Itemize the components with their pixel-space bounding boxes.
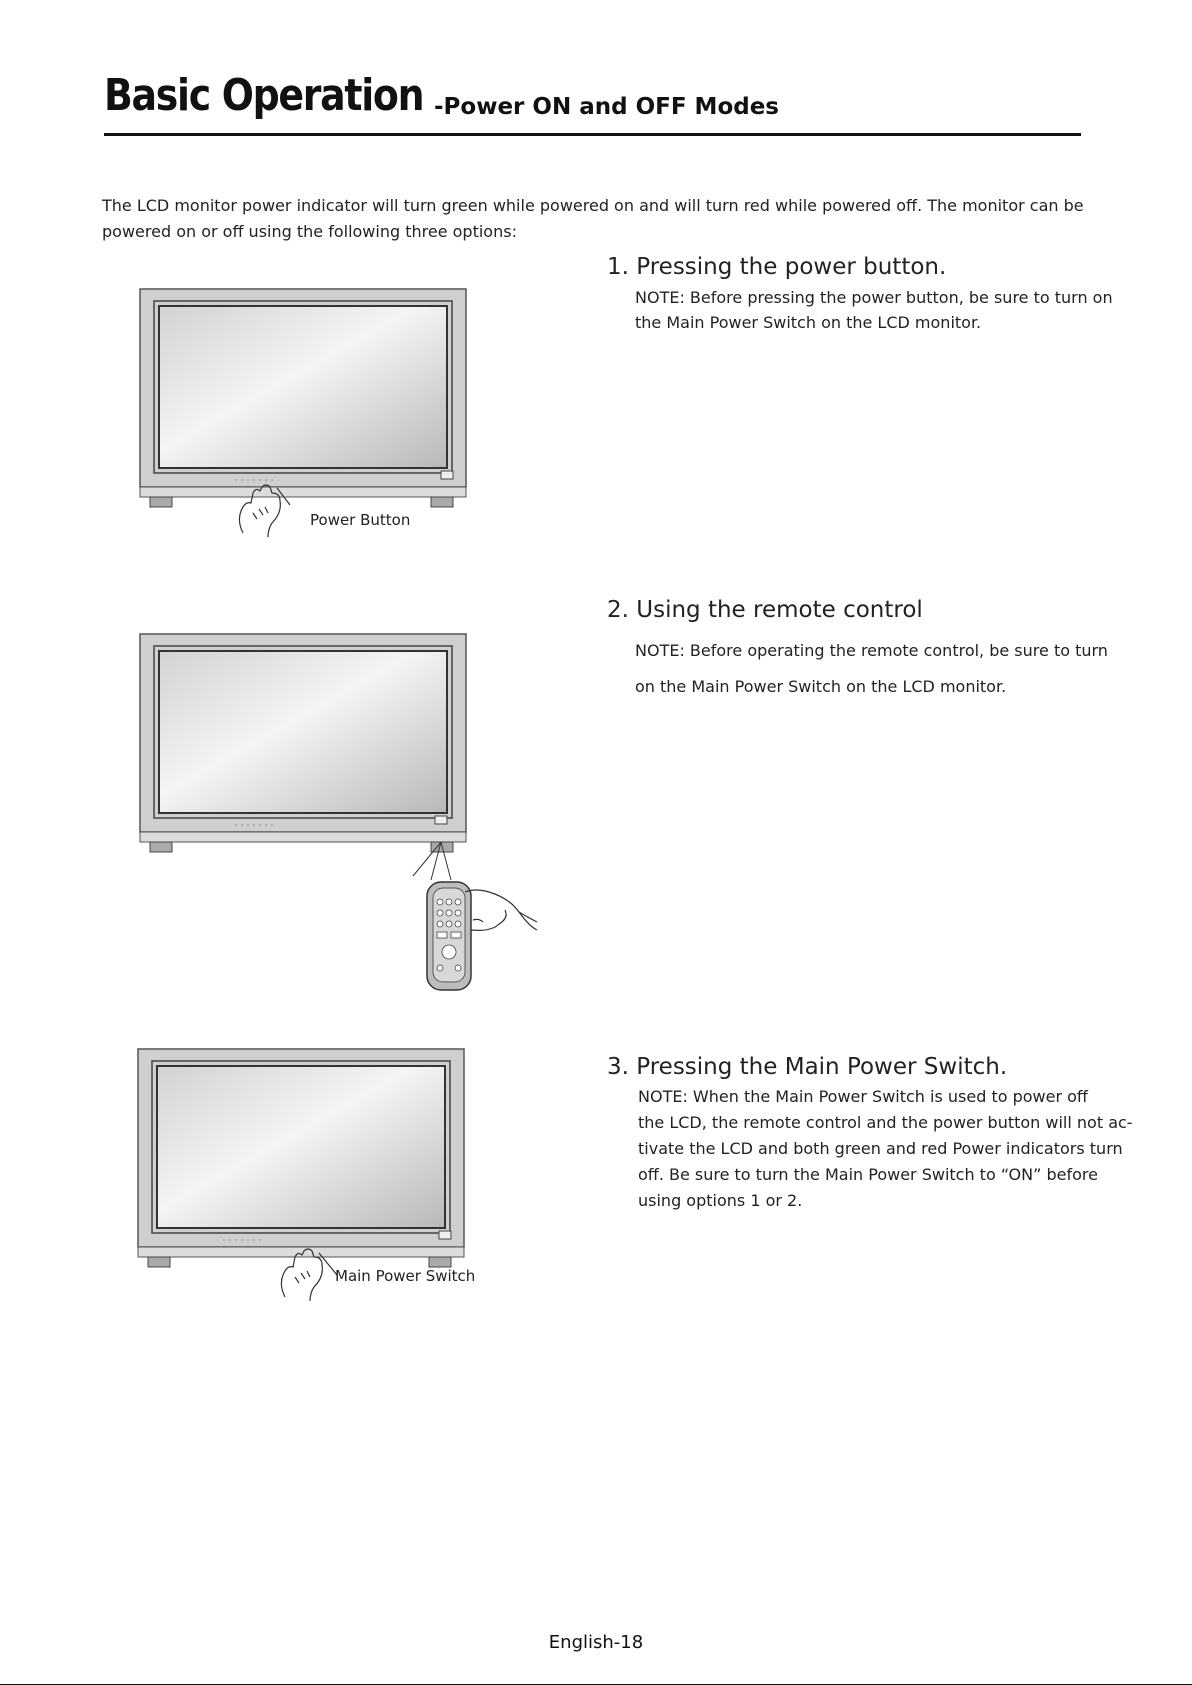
hand-icon [465,890,537,930]
main-power-switch-callout: Main Power Switch [335,1267,476,1285]
page-subtitle: -Power ON and OFF Modes [434,94,779,120]
monitor-illustration-3 [133,1045,483,1305]
power-button-callout: Power Button [310,511,411,529]
title-divider [104,133,1081,136]
step-3-heading: 3. Pressing the Main Power Switch. [607,1054,1008,1080]
step-1-note-line-2: the Main Power Switch on the LCD monitor. [635,313,982,332]
step-2-note-line-1: NOTE: Before operating the remote control, be sure to turn [635,641,1108,660]
step-3-note-line-4: off. Be sure to turn the Main Power Switch to “ON” before [638,1165,1098,1184]
step-1-heading: 1. Pressing the power button. [607,254,947,280]
page-title: Basic Operation [104,70,424,121]
step-2-note-line-2: on the Main Power Switch on the LCD monitor. [635,677,1007,696]
step-3-note-line-5: using options 1 or 2. [638,1191,803,1210]
step-3-note-line-2: the LCD, the remote control and the power button will not ac- [638,1113,1133,1132]
monitor-illustration-1 [135,285,475,545]
step-3-note-line-3: tivate the LCD and both green and red Power indicators turn [638,1139,1123,1158]
step-3-note-line-1: NOTE: When the Main Power Switch is used to power off [638,1087,1088,1106]
step-1-note-line-1: NOTE: Before pressing the power button, be sure to turn on [635,288,1113,307]
monitor-illustration-2 [135,630,555,1000]
remote-control-icon [427,882,471,990]
page-number: English-18 [548,1632,644,1653]
step-2-heading: 2. Using the remote control [607,597,923,623]
intro-paragraph: The LCD monitor power indicator will turn green while powered on and will turn red while powered off. The monitor can be powered on or off using the following three options: [102,196,1084,241]
